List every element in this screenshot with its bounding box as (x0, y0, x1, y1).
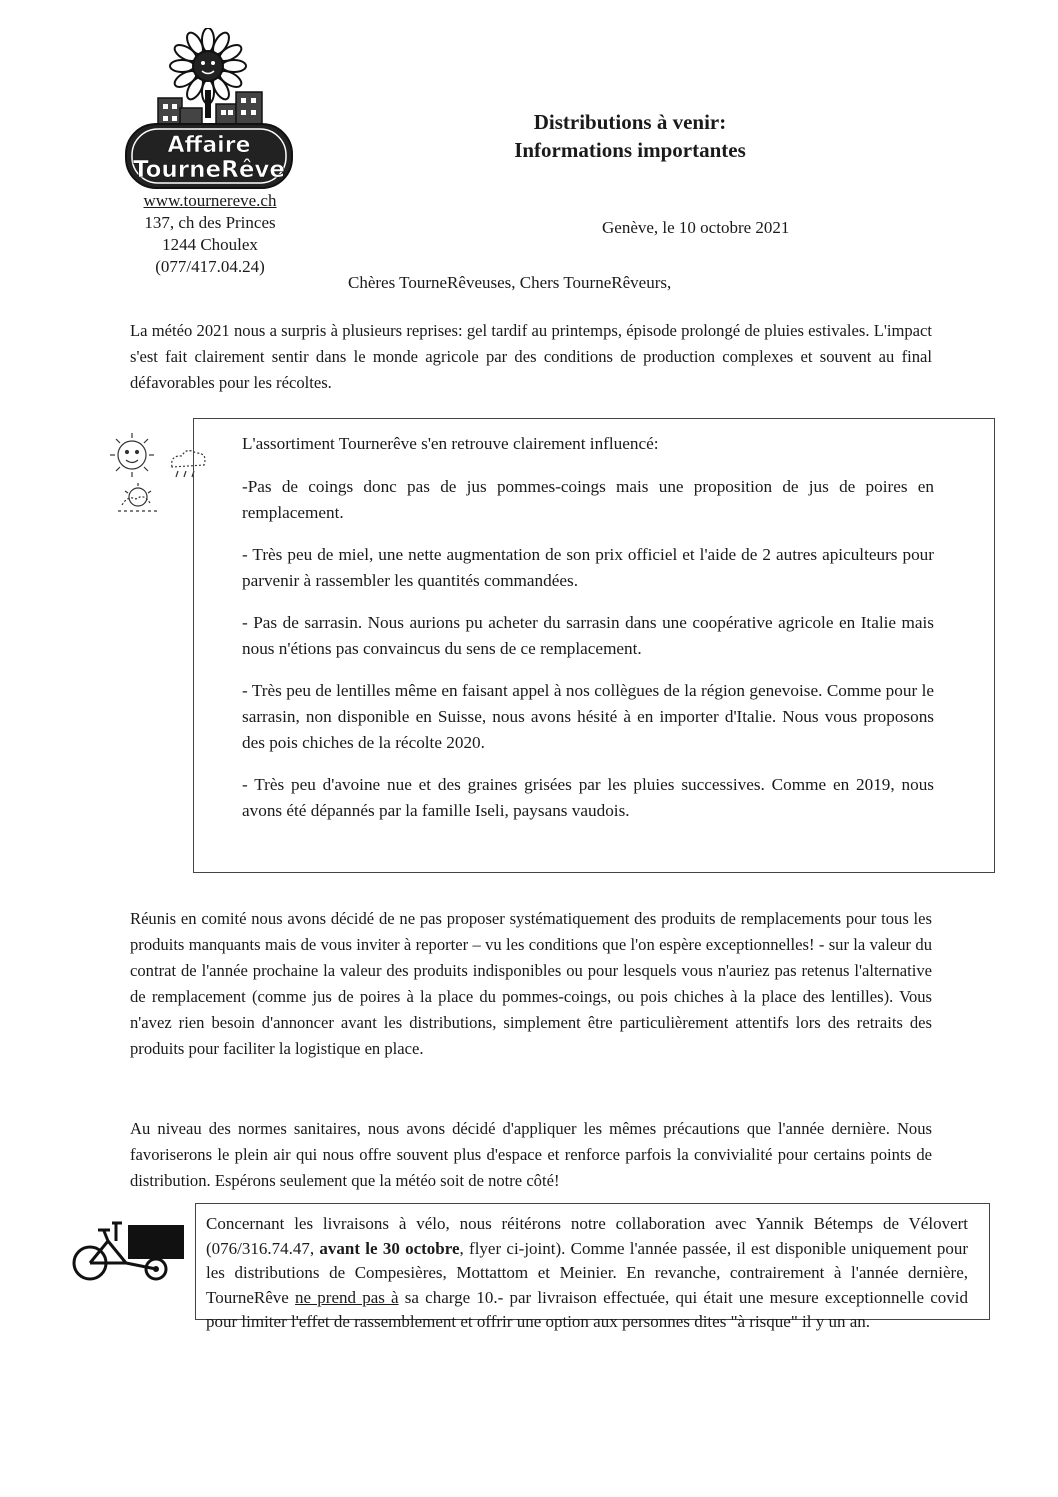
website-link[interactable]: www.tournereve.ch (143, 191, 277, 210)
contact-phone: (077/417.04.24) (155, 257, 265, 276)
title-line1: Distributions à venir: (533, 110, 727, 134)
delivery-text-part3: sa charge 10.- par livraison effectuée, qui était une mesure exceptionnelle covid pour limiter l'effet de rassemblement et offrir une option aux personnes dites "à risque" il y un an. (206, 1287, 968, 1331)
sanitary-paragraph: Au niveau des normes sanitaires, nous avons décidé d'appliquer les mêmes précautions que l'année dernière. Nous favoriserons le plein air qui nous offre souvent plus d'espace et renforce parfois la convivialité pour certains points de distribution. Espérons seulement que la météo soit de notre côté! (130, 1119, 932, 1190)
letter-date: Genève, le 10 octobre 2021 (602, 218, 790, 237)
assortment-heading: L'assortiment Tournerêve s'en retrouve clairement influencé: (242, 434, 659, 453)
contact-block (120, 190, 300, 278)
assortment-item-quince: -Pas de coings donc pas de jus pommes-coings mais une proposition de jus de poires en remplacement. (242, 477, 934, 522)
intro-paragraph: La météo 2021 nous a surpris à plusieurs reprises: gel tardif au printemps, épisode prolongé de pluies estivales. L'impact s'est fait clairement sentir dans le monde agricole par des conditions de production complexes et souvent au final défavorables pour les récoltes. (130, 321, 932, 392)
assortment-item-buckwheat: - Pas de sarrasin. Nous aurions pu acheter du sarrasin dans une coopérative agricole en Italie mais nous n'étions pas convaincus du sens de ce remplacement. (242, 613, 934, 658)
delivery-text-part1: Concernant les livraisons à vélo, nous réitérons notre collaboration avec Yannik Bétemps de Vélovert (076/316.74.47, (206, 1214, 968, 1258)
greeting: Chères TourneRêveuses, Chers TourneRêveurs, (348, 273, 672, 292)
contact-street: 137, ch des Princes (144, 213, 276, 232)
title-line2: Informations importantes (514, 138, 746, 162)
delivery-text-part2: , flyer ci-joint). Comme l'année passée, il est disponible uniquement pour les distributions de Compesières, Mottattom et Meinier. En revanche, contrairement à l'année dernière, TourneRêve (206, 1238, 968, 1307)
logo-line2: TourneRêve (132, 157, 286, 183)
delivery-box (195, 1203, 990, 1331)
assortment-box (193, 418, 995, 873)
sunflower-logo-icon (118, 28, 300, 193)
cargo-bike-icon (70, 1213, 188, 1285)
contact-city: 1244 Choulex (162, 235, 258, 254)
committee-paragraph: Réunis en comité nous avons décidé de ne pas proposer systématiquement des produits de remplacements pour tous les produits manquants mais de vous inviter à reporter – vu les conditions que l'on espère exceptionnelles! - sur la valeur du contrat de l'année prochaine la valeur des produits indisponibles ou pour lesquels vous n'auriez pas retenus l'alternative de remplacement (comme jus de poires à la place du pommes-coings, ou pois chiches à la place des lentilles). Vous n'avez rien besoin d'annoncer avant les distributions, simplement être particulièrement attentifs lors des retraits des produits pour faciliter la logistique en place. (130, 909, 932, 1058)
assortment-item-honey: - Très peu de miel, une nette augmentation de son prix officiel et l'aide de 2 autres apiculteurs pour parvenir à rassembler les quantités commandées. (242, 545, 934, 590)
assortment-item-oats: - Très peu d'avoine nue et des graines grisées par les pluies successives. Comme en 2019, nous avons été dépannés par la famille Iseli, paysans vaudois. (242, 775, 934, 820)
delivery-emphasis: ne prend pas à (295, 1287, 399, 1307)
page-title (400, 108, 860, 164)
delivery-text (206, 1212, 968, 1335)
logo-line1: Affaire (167, 133, 251, 158)
assortment-item-lentils: - Très peu de lentilles même en faisant appel à nos collègues de la région genevoise. Comme pour le sarrasin, non disponible en Suisse, nous avons hésité à en importer d'Italie. Nous vous proposons des pois chiches de la récolte 2020. (242, 681, 934, 752)
delivery-deadline: avant le 30 octobre (319, 1238, 460, 1258)
